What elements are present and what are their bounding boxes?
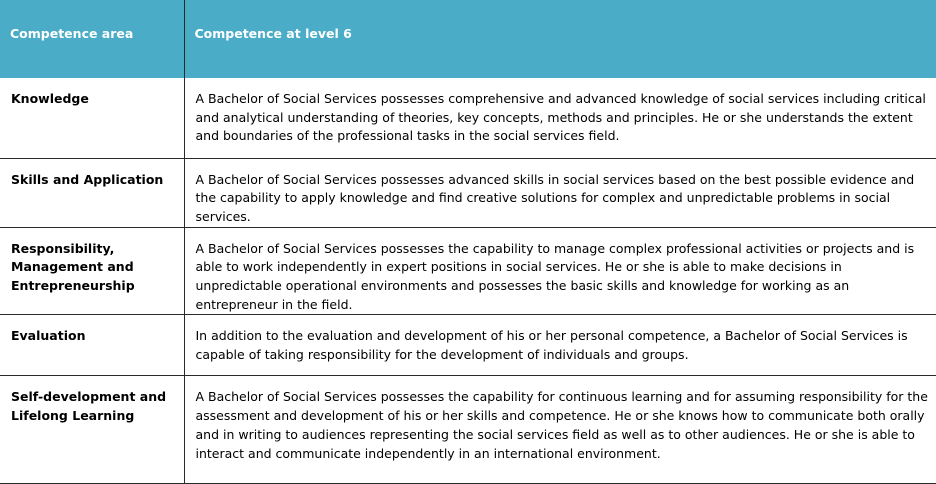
row-area-knowledge: Knowledge bbox=[0, 78, 184, 158]
header-competence-area: Competence area bbox=[0, 0, 184, 78]
row-area-self-development: Self-development and Lifelong Learning bbox=[0, 376, 184, 484]
row-description-self-development: A Bachelor of Social Services possesses the capability for continuous learning and for assuming responsibility for the assessment and development of his or her skills and competence. He or she knows how to communicate both orally and in writing to audiences representing the social services field as well as to other audiences. He or she is able to interact and communicate independently in an international environment. bbox=[184, 376, 936, 484]
table-header-row bbox=[0, 0, 936, 78]
row-area-skills: Skills and Application bbox=[0, 158, 184, 227]
row-area-responsibility: Responsibility, Management and Entrepreneurship bbox=[0, 227, 184, 315]
table-row bbox=[0, 376, 936, 484]
table-row bbox=[0, 227, 936, 315]
header-competence-level-6: Competence at level 6 bbox=[184, 0, 936, 78]
row-description-responsibility: A Bachelor of Social Services possesses the capability to manage complex professional activities or projects and is able to work independently in expert positions in social services. He or she is able to make decisions in unpredictable operational environments and possesses the basic skills and knowledge for working as an entrepreneur in the field. bbox=[184, 227, 936, 315]
table-row bbox=[0, 315, 936, 376]
row-description-knowledge: A Bachelor of Social Services possesses comprehensive and advanced knowledge of social services including critical and analytical understanding of theories, key concepts, methods and principles. He or she understands the extent and boundaries of the professional tasks in the social services field. bbox=[184, 78, 936, 158]
row-description-skills: A Bachelor of Social Services possesses advanced skills in social services based on the best possible evidence and the capability to apply knowledge and find creative solutions for complex and unpredictable problems in social services. bbox=[184, 158, 936, 227]
row-description-evaluation: In addition to the evaluation and development of his or her personal competence, a Bachelor of Social Services is capable of taking responsibility for the development of individuals and groups. bbox=[184, 315, 936, 376]
table-row bbox=[0, 158, 936, 227]
table-row bbox=[0, 78, 936, 158]
row-area-evaluation: Evaluation bbox=[0, 315, 184, 376]
